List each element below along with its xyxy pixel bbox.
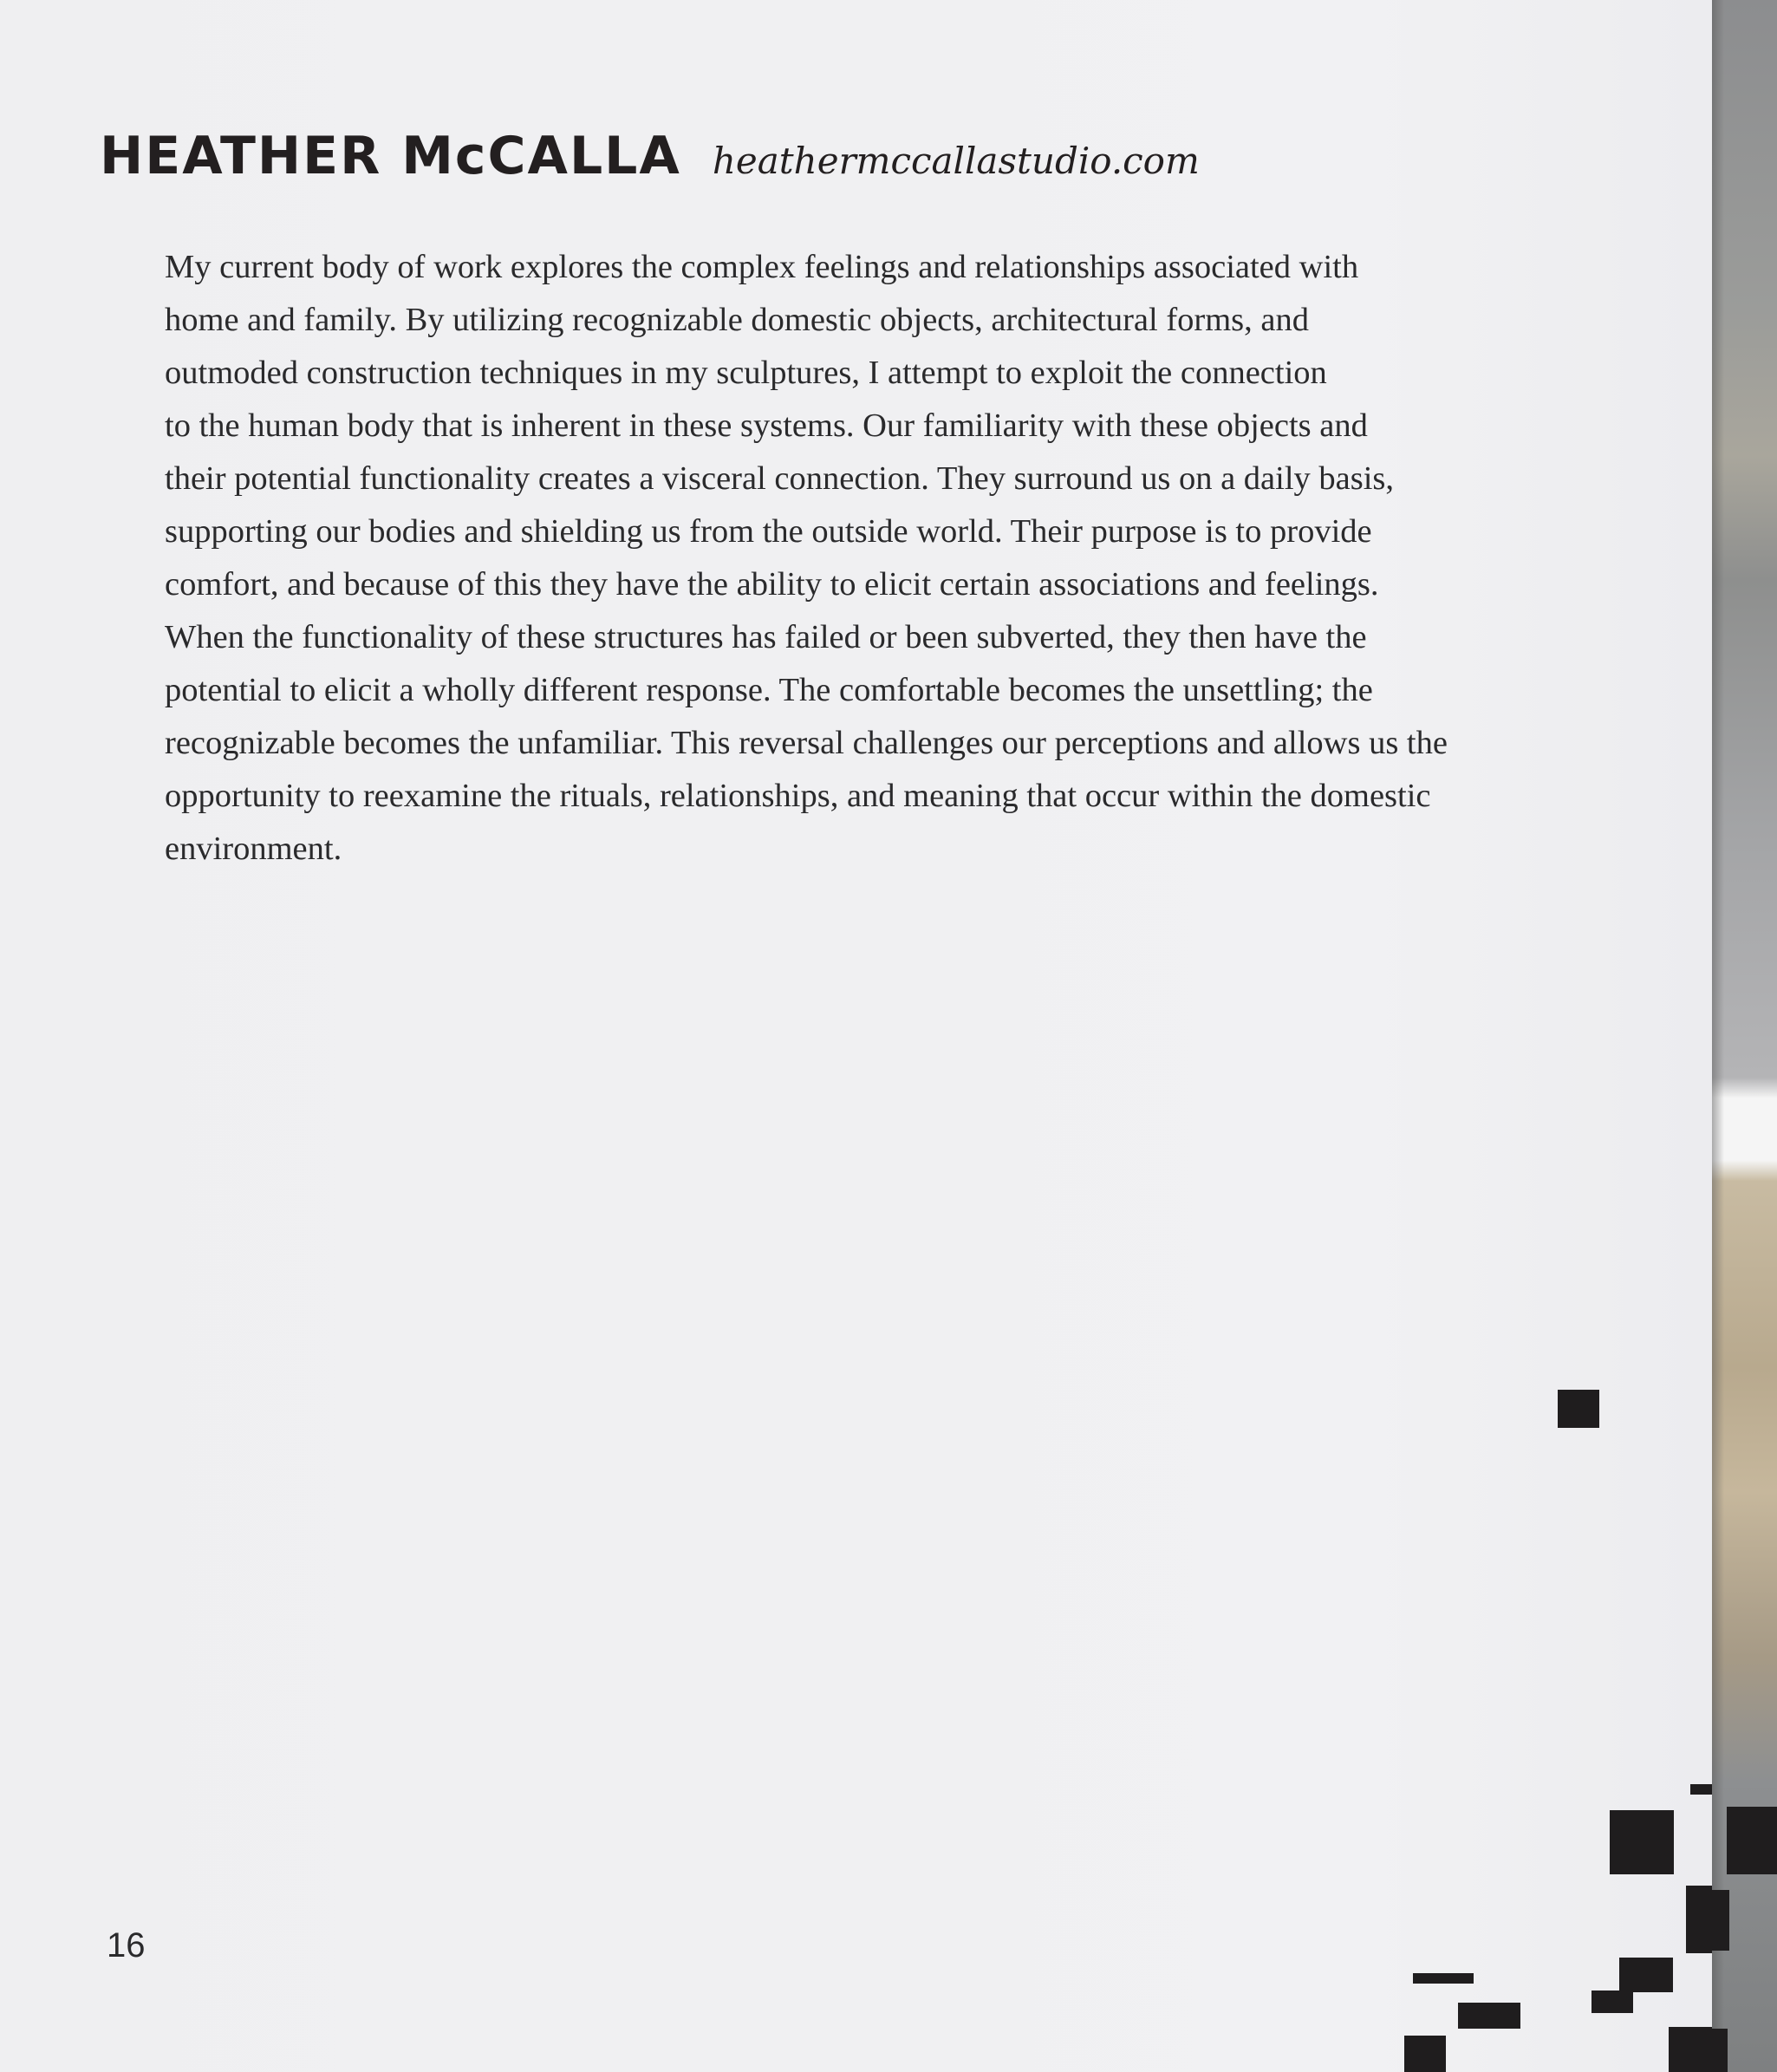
page-number: 16 [107, 1926, 146, 1964]
decorative-pixel-square [1591, 1991, 1633, 2013]
statement-line: their potential functionality creates a visceral connection. They surround us on a daily basis, [165, 460, 1395, 497]
decorative-pixel-square [1686, 1886, 1712, 1953]
statement-line: supporting our bodies and shielding us from the outside world. Their purpose is to provide [165, 513, 1372, 550]
page-header [100, 126, 1200, 186]
statement-line: to the human body that is inherent in these systems. Our familiarity with these objects and [165, 407, 1368, 444]
statement-line: environment. [165, 831, 342, 867]
page-gutter-shadow [1712, 0, 1724, 2072]
decorative-pixel-square [1413, 1973, 1474, 1984]
artist-statement [165, 241, 1552, 876]
decorative-pixel-square [1727, 1807, 1777, 1874]
statement-line: When the functionality of these structures has failed or been subverted, they then have the [165, 619, 1367, 655]
artist-website[interactable]: heathermccallastudio.com [712, 140, 1200, 182]
statement-line: opportunity to reexamine the rituals, relationships, and meaning that occur within the domestic [165, 778, 1431, 814]
decorative-pixel-square [1619, 1958, 1673, 1992]
statement-line: My current body of work explores the complex feelings and relationships associated with [165, 249, 1359, 285]
statement-line: potential to elicit a wholly different response. The comfortable becomes the unsettling; the [165, 672, 1373, 708]
decorative-pixel-square [1690, 1784, 1712, 1795]
decorative-pixel-square [1669, 2027, 1712, 2072]
statement-line: home and family. By utilizing recognizable domestic objects, architectural forms, and [165, 302, 1309, 338]
decorative-pixel-square [1712, 2029, 1728, 2072]
statement-line: outmoded construction techniques in my sculptures, I attempt to exploit the connection [165, 355, 1327, 391]
decorative-pixel-square [1610, 1810, 1674, 1874]
decorative-pixel-square [1712, 1890, 1729, 1951]
artist-name: HEATHER McCALLA [100, 126, 681, 186]
decorative-pixel-square [1404, 2036, 1446, 2072]
decorative-pixel-square [1458, 2003, 1520, 2029]
statement-line: recognizable becomes the unfamiliar. This reversal challenges our perceptions and allows us the [165, 725, 1448, 761]
statement-line: comfort, and because of this they have the ability to elicit certain associations and feelings. [165, 566, 1379, 603]
decorative-pixel-square [1558, 1390, 1599, 1428]
